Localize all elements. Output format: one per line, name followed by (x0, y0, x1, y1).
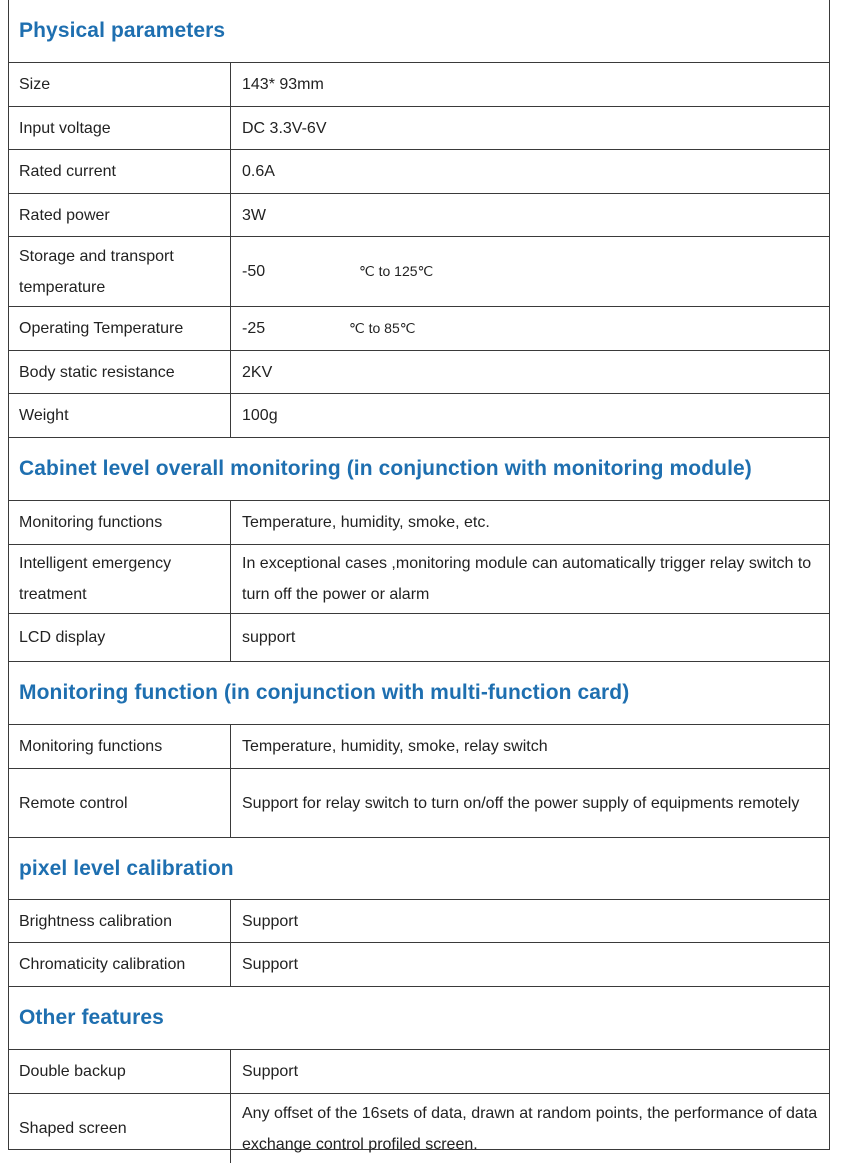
row-value: 3W (242, 206, 266, 224)
row-value: DC 3.3V-6V (242, 119, 327, 137)
section-header-physical-parameters (9, 0, 829, 63)
row-label: Brightness calibration (9, 900, 231, 942)
row-value: Support (242, 956, 299, 973)
spec-table (8, 0, 830, 1153)
table-row (9, 351, 829, 394)
row-label: Remote control (9, 769, 231, 837)
table-row (9, 107, 829, 150)
section-title: Other features (19, 1006, 164, 1029)
row-value: Temperature, humidity, smoke, etc. (242, 514, 490, 531)
section-title: Cabinet level overall monitoring (in conjunction with monitoring module) (19, 457, 752, 480)
table-row (9, 769, 829, 838)
table-row (9, 943, 829, 987)
table-row (9, 307, 829, 351)
row-label: Input voltage (9, 107, 231, 149)
row-value: Any offset of the 16sets of data, drawn at random points, the performance of data exchange control profiled screen. (242, 1104, 818, 1153)
row-label: Double backup (9, 1050, 231, 1093)
row-value: Support (242, 912, 299, 930)
row-label: Intelligent emergency treatment (9, 545, 231, 613)
temperature-range: ℃ to 85℃ (349, 320, 416, 336)
section-header-cabinet-monitoring (9, 438, 829, 501)
row-label: Body static resistance (9, 351, 231, 393)
table-row (9, 614, 829, 662)
row-value: Temperature, humidity, smoke, relay switch (242, 738, 548, 755)
row-label: Operating Temperature (9, 307, 231, 350)
row-label: Shaped screen (9, 1094, 231, 1163)
row-value: Support (242, 1063, 299, 1080)
table-row (9, 725, 829, 769)
row-value: In exceptional cases ,monitoring module can automatically trigger relay switch to turn off the power or alarm (242, 555, 812, 603)
table-row (9, 237, 829, 307)
row-label: Monitoring functions (9, 501, 231, 544)
table-row (9, 900, 829, 943)
row-value (231, 307, 829, 350)
row-label: Rated power (9, 194, 231, 236)
row-label: LCD display (9, 614, 231, 661)
table-row (9, 1094, 829, 1163)
table-row (9, 150, 829, 194)
table-row (9, 1050, 829, 1094)
row-label: Storage and transport temperature (9, 237, 231, 306)
row-label: Size (9, 63, 231, 106)
row-value: 0.6A (242, 163, 275, 180)
section-header-other-features (9, 987, 829, 1050)
section-title: Physical parameters (19, 19, 226, 42)
row-value: support (242, 629, 296, 646)
table-row (9, 545, 829, 614)
row-value: 2KV (242, 363, 273, 381)
section-header-monitoring-function (9, 662, 829, 725)
section-title: Monitoring function (in conjunction with multi-function card) (19, 681, 630, 704)
row-label: Rated current (9, 150, 231, 193)
section-title: pixel level calibration (19, 856, 234, 880)
row-value: 143* 93mm (242, 76, 324, 93)
row-label: Chromaticity calibration (9, 943, 231, 986)
row-value: Support for relay switch to turn on/off the power supply of equipments remotely (242, 794, 800, 812)
temperature-low: -50 (242, 263, 266, 280)
table-row (9, 63, 829, 107)
table-row (9, 501, 829, 545)
section-header-pixel-calibration (9, 838, 829, 900)
temperature-range: ℃ to 125℃ (359, 263, 434, 279)
row-label: Monitoring functions (9, 725, 231, 768)
temperature-low: -25 (242, 320, 266, 337)
row-value (231, 237, 829, 306)
table-row (9, 394, 829, 438)
table-row (9, 194, 829, 237)
row-label: Weight (9, 394, 231, 437)
row-value: 100g (242, 407, 278, 424)
